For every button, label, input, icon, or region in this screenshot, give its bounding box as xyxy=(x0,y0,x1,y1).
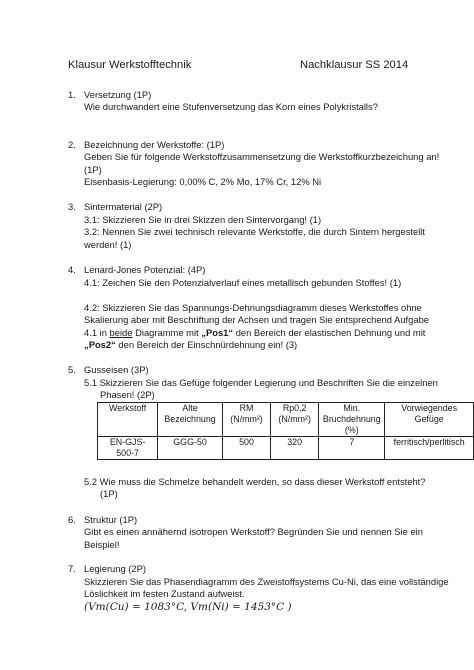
question-text xyxy=(84,327,425,339)
table-header-cell xyxy=(385,403,474,437)
question-title: Versetzung (1P) xyxy=(84,89,152,100)
question-title: Struktur (1P) xyxy=(84,514,138,525)
table-row xyxy=(98,437,474,460)
question-title: Gusseisen (3P) xyxy=(84,364,149,375)
question-text: Gibt es einen annähernd isotropen Werkstoff? Begründen Sie und nennen Sie ein xyxy=(84,526,423,537)
question-text: (1P) xyxy=(84,164,102,175)
cell-line: 320 xyxy=(287,437,303,447)
question-number: 1. xyxy=(68,89,76,100)
question-text: Beispiel! xyxy=(84,539,120,550)
header-line: RM xyxy=(239,403,254,413)
header-line: Bezeichnung xyxy=(164,414,216,424)
question-number: 5. xyxy=(68,364,76,375)
question-text: Wie durchwandert eine Stufenversetzung das Korn eines Polykristalls? xyxy=(84,101,378,112)
header-line: (%) xyxy=(344,425,359,435)
cell-line: 500 xyxy=(239,437,254,447)
table-cell xyxy=(158,437,223,460)
table-header-cell xyxy=(271,403,319,437)
text-run: den Bereich der elastischen Dehnung und mit xyxy=(235,327,426,338)
underlined-word: beide xyxy=(109,327,133,338)
header-line: (N/mm²) xyxy=(230,414,263,424)
melting-point-formula: (Vm(Cu) = 1083°C, Vm(Ni) = 1453°C ) xyxy=(84,601,292,613)
header-line: Alte xyxy=(182,403,198,413)
header-line: Rp0,2 xyxy=(282,403,307,413)
cell-line: GGG-50 xyxy=(173,437,207,447)
table-cell xyxy=(385,437,474,460)
question-text: (1P) xyxy=(100,488,118,499)
question-title: Sintermaterial (2P) xyxy=(84,201,163,212)
table-header-cell xyxy=(222,403,270,437)
header-line: Werkstoff xyxy=(109,403,147,413)
table-cell xyxy=(98,437,158,460)
question-text: 4.1: Zeichen Sie den Potenzialverlauf eines metallisch gebunden Stoffes! (1) xyxy=(84,277,402,288)
header-title: Klausur Werkstofftechnik xyxy=(68,59,192,71)
cell-line: 500-7 xyxy=(116,448,139,458)
cell-line: ferritisch/perlitisch xyxy=(393,437,465,447)
pos1-label: „Pos1“ xyxy=(201,327,234,338)
question-text: 3.1: Skizzieren Sie in drei Skizzen den Sintervorgang! (1) xyxy=(84,214,322,225)
header-line: (N/mm²) xyxy=(278,414,311,424)
material-table xyxy=(97,402,474,460)
header-line: Vorwiegendes xyxy=(401,403,458,413)
question-number: 3. xyxy=(68,201,76,212)
question-text: Eisenbasis-Legierung: 0,00% C, 2% Mo, 17% Cr, 12% Ni xyxy=(84,176,322,187)
question-text: Phasen! (2P) xyxy=(100,389,155,400)
header-line: Bruchdehnung xyxy=(322,414,381,424)
cell-line: EN-GJS- xyxy=(109,437,146,447)
question-number: 6. xyxy=(68,514,76,525)
question-text: Skizzieren Sie das Phasendiagramm des Zweistoffsystems Cu-Ni, das eine vollständige xyxy=(84,576,449,587)
question-title: Lenard-Jones Potenzial: (4P) xyxy=(84,264,206,275)
header-exam-term: Nachklausur SS 2014 xyxy=(300,59,409,71)
table-header-cell xyxy=(158,403,223,437)
table-cell xyxy=(271,437,319,460)
question-text: Löslichkeit im festen Zustand aufweist. xyxy=(84,588,245,599)
table-cell xyxy=(319,437,385,460)
table-cell xyxy=(222,437,270,460)
question-number: 7. xyxy=(68,563,76,574)
question-text: Skalierung aber mit Beschriftung der Achsen und tragen Sie entsprechend Aufgabe xyxy=(84,314,430,325)
question-text: werden! (1) xyxy=(84,239,132,250)
question-title: Bezeichnung der Werkstoffe: (1P) xyxy=(84,139,225,150)
question-number: 2. xyxy=(68,139,76,150)
question-text: 5.1 Skizzieren Sie das Gefüge folgender Legierung und Beschriften Sie die einzelnen xyxy=(84,377,438,388)
text-run: 4.1 in xyxy=(84,327,107,338)
question-text: 5.2 Wie muss die Schmelze behandelt werden, so dass dieser Werkstoff entsteht? xyxy=(84,476,426,487)
question-text: 3.2: Nennen Sie zwei technisch relevante Werkstoffe, die durch Sintern hergestellt xyxy=(84,226,425,237)
question-text: 4.2: Skizzieren Sie das Spannungs-Dehnungsdiagramm dieses Werkstoffes ohne xyxy=(84,302,422,313)
question-text: Geben Sie für folgende Werkstoffzusammensetzung die Werkstoffkurzbezeichung an! xyxy=(84,151,440,162)
question-text xyxy=(84,339,297,351)
text-run: Diagramme mit xyxy=(135,327,199,338)
cell-line: 7 xyxy=(349,437,355,447)
table-header-cell xyxy=(319,403,385,437)
header-line: Gefüge xyxy=(414,414,444,424)
pos2-label: „Pos2“ xyxy=(84,339,116,350)
question-title: Legierung (2P) xyxy=(84,563,147,574)
header-line: Min. xyxy=(343,403,361,413)
question-number: 4. xyxy=(68,264,76,275)
text-run: den Bereich der Einschnürdehnung ein! (3) xyxy=(118,339,298,350)
table-header-cell xyxy=(98,403,158,437)
table-header-row xyxy=(98,403,474,437)
